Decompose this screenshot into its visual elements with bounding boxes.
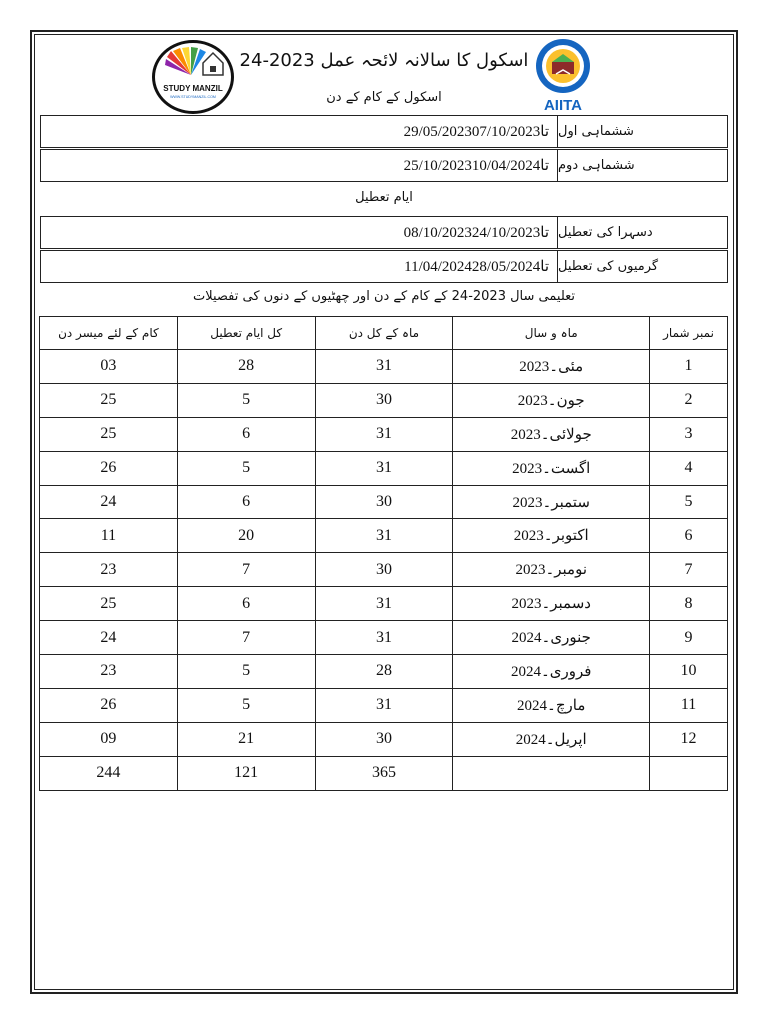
cell-working-days: 244	[40, 756, 178, 790]
cell-holidays: 6	[177, 417, 315, 451]
holidays-heading: ایام تعطیل	[355, 190, 413, 205]
cell-month-year: اگست۔2023	[453, 451, 650, 485]
cell-total-days: 365	[315, 756, 453, 790]
table-row	[40, 350, 728, 384]
column-header-month-year: ماہ و سال	[453, 317, 650, 350]
cell-working-days: 23	[40, 655, 178, 689]
cell-working-days: 09	[40, 722, 178, 756]
column-header-serial: نمبر شمار	[650, 317, 728, 350]
cell-serial: 8	[650, 587, 728, 621]
table-header-row	[40, 317, 728, 350]
cell-month-year: جنوری۔2024	[453, 621, 650, 655]
cell-total-days: 31	[315, 621, 453, 655]
cell-total-days: 31	[315, 587, 453, 621]
cell-month-year: مارچ۔2024	[453, 688, 650, 722]
cell-working-days: 26	[40, 451, 178, 485]
cell-month-year: دسمبر۔2023	[453, 587, 650, 621]
table-row	[40, 553, 728, 587]
cell-total-days: 28	[315, 655, 453, 689]
cell-total-days: 31	[315, 688, 453, 722]
cell-holidays: 5	[177, 655, 315, 689]
holiday-row	[40, 216, 728, 249]
column-header-total-days: ماہ کے کل دن	[315, 317, 453, 350]
cell-serial: 4	[650, 451, 728, 485]
cell-total-days: 31	[315, 519, 453, 553]
cell-serial	[650, 756, 728, 790]
term-label: ششماہی دوم	[557, 150, 727, 181]
table-caption: تعلیمی سال 2023-24 کے کام کے دن اور چھٹیوں کے دنوں کی تفصیلات	[192, 289, 576, 304]
cell-serial: 11	[650, 688, 728, 722]
table-row	[40, 383, 728, 417]
cell-month-year: جون۔2023	[453, 383, 650, 417]
cell-holidays: 7	[177, 553, 315, 587]
cell-working-days: 26	[40, 688, 178, 722]
aiita-brand-text: AIITA	[543, 97, 583, 114]
table-row	[40, 519, 728, 553]
cell-working-days: 25	[40, 417, 178, 451]
table-row	[40, 587, 728, 621]
page-subtitle: اسکول کے کام کے دن	[326, 90, 442, 105]
cell-working-days: 03	[40, 350, 178, 384]
column-header-holidays: کل ایام تعطیل	[177, 317, 315, 350]
logo-url-text: WWW.STUDYMANZIL.COM	[170, 95, 216, 99]
cell-total-days: 30	[315, 722, 453, 756]
cell-month-year: اکتوبر۔2023	[453, 519, 650, 553]
cell-holidays: 5	[177, 688, 315, 722]
cell-holidays: 7	[177, 621, 315, 655]
cell-total-days: 31	[315, 417, 453, 451]
working-days-table	[39, 316, 728, 791]
cell-month-year: ستمبر۔2023	[453, 485, 650, 519]
term-label: ششماہی اول	[557, 116, 727, 147]
table-row	[40, 417, 728, 451]
cell-working-days: 24	[40, 485, 178, 519]
cell-holidays: 20	[177, 519, 315, 553]
term-date-range: 29/05/2023تا07/10/2023	[403, 124, 549, 140]
aiita-logo	[528, 36, 598, 114]
holiday-row	[40, 250, 728, 283]
table-row	[40, 655, 728, 689]
cell-serial: 6	[650, 519, 728, 553]
table-totals-row	[40, 756, 728, 790]
term-row	[40, 115, 728, 148]
cell-serial: 5	[650, 485, 728, 519]
cell-serial: 3	[650, 417, 728, 451]
table-row	[40, 688, 728, 722]
page-title: اسکول کا سالانہ لائحہ عمل 2023-24	[239, 50, 529, 71]
cell-month-year: نومبر۔2023	[453, 553, 650, 587]
column-header-working-days: کام کے لئے میسر دن	[40, 317, 178, 350]
cell-working-days: 24	[40, 621, 178, 655]
table-row	[40, 451, 728, 485]
cell-holidays: 6	[177, 485, 315, 519]
cell-month-year	[453, 756, 650, 790]
cell-holidays: 121	[177, 756, 315, 790]
cell-month-year: مئی۔2023	[453, 350, 650, 384]
cell-total-days: 31	[315, 451, 453, 485]
holiday-label: گرمیوں کی تعطیل	[557, 251, 727, 282]
term-row	[40, 149, 728, 182]
cell-working-days: 25	[40, 587, 178, 621]
cell-month-year: فروری۔2024	[453, 655, 650, 689]
cell-serial: 9	[650, 621, 728, 655]
holiday-label: دسہرا کی تعطیل	[557, 217, 727, 248]
table-row	[40, 722, 728, 756]
cell-holidays: 28	[177, 350, 315, 384]
cell-total-days: 30	[315, 553, 453, 587]
cell-month-year: اپریل۔2024	[453, 722, 650, 756]
cell-total-days: 30	[315, 383, 453, 417]
table-row	[40, 621, 728, 655]
cell-serial: 10	[650, 655, 728, 689]
table-row	[40, 485, 728, 519]
cell-working-days: 11	[40, 519, 178, 553]
term-date-range: 25/10/2023تا10/04/2024	[403, 158, 549, 174]
cell-serial: 2	[650, 383, 728, 417]
holiday-date-range: 11/04/2024تا28/05/2024	[404, 259, 549, 275]
cell-holidays: 21	[177, 722, 315, 756]
cell-serial: 12	[650, 722, 728, 756]
cell-holidays: 5	[177, 383, 315, 417]
holiday-date-range: 08/10/2023تا24/10/2023	[403, 225, 549, 241]
cell-working-days: 25	[40, 383, 178, 417]
cell-serial: 7	[650, 553, 728, 587]
cell-working-days: 23	[40, 553, 178, 587]
cell-serial: 1	[650, 350, 728, 384]
cell-total-days: 30	[315, 485, 453, 519]
cell-month-year: جولائی۔2023	[453, 417, 650, 451]
cell-holidays: 6	[177, 587, 315, 621]
logo-brand-text: STUDY MANZIL	[163, 84, 223, 93]
cell-holidays: 5	[177, 451, 315, 485]
cell-total-days: 31	[315, 350, 453, 384]
